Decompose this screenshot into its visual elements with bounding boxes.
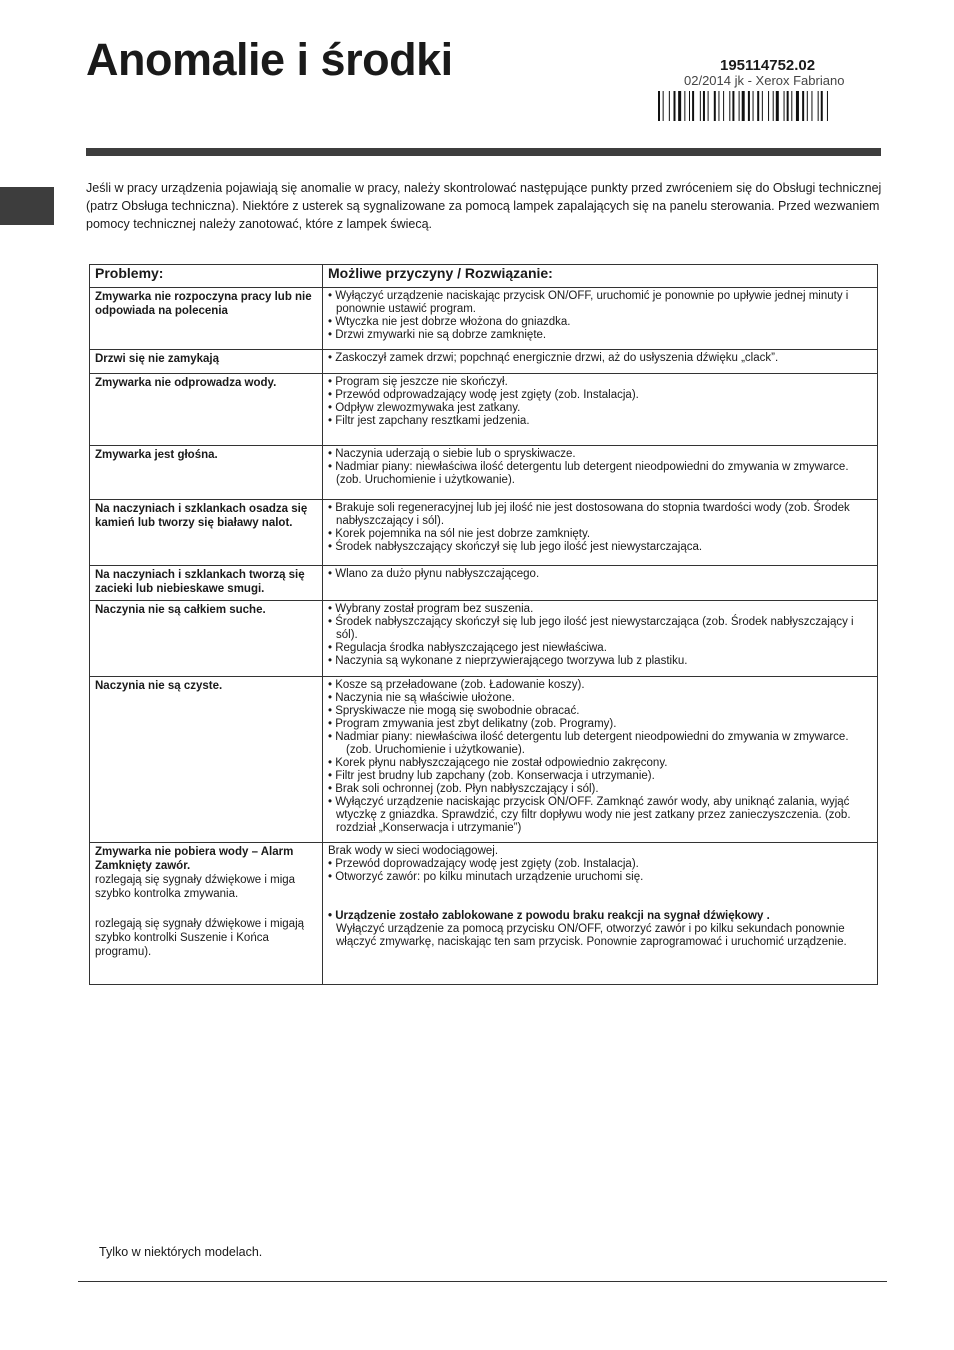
solution-item: • Nadmiar piany: niewłaściwa ilość detergentu lub detergent nieodpowiedni do zmywania w zmywarce. (zob. Uruchomienie i użytkowanie).	[328, 461, 849, 486]
table-header-row	[90, 265, 878, 288]
solution-item: • Drzwi zmywarki nie są dobrze zamknięte.	[328, 329, 547, 341]
solution-item: • Przewód odprowadzający wodę jest zgięty (zob. Instalacja).	[328, 389, 639, 401]
solution-item: • Wyłączyć urządzenie naciskając przycisk ON/OFF. Zamknąć zawór wody, aby uniknąć zalania, wyjąć wtyczkę z gniazdka. Sprawdzić, czy filtr dopływu wody nie jest zatkany przez zanieczyszczenia. (zob. rozdział „Konserwacja i utrzymanie”)	[328, 796, 851, 834]
print-date: 02/2014 jk - Xerox Fabriano	[684, 73, 845, 88]
header-problems: Problemy:	[90, 265, 323, 288]
solution-cell	[323, 843, 878, 985]
solution-cell	[323, 601, 878, 677]
problem-cell: Drzwi się nie zamykają	[90, 350, 323, 374]
solution-item: Wyłączyć urządzenie za pomocą przycisku ON/OFF, otworzyć zawór i po kilku sekundach ponownie włączyć zmywarkę, naciskając ten sam przycisk. Ponownie zaprogramować i uruchomić urządzenie.	[336, 923, 847, 948]
solution-item: • Naczynia są wykonane z nieprzywierającego tworzywa lub z plastiku.	[328, 655, 688, 667]
solution-item: • Przewód doprowadzający wodę jest zgięty (zob. Instalacja).	[328, 858, 639, 870]
problem-detail: rozlegają się sygnały dźwiękowe i migają szybko kontrolki Suszenie i Końca programu).	[95, 918, 305, 958]
solution-item: Brak wody w sieci wodociągowej.	[328, 845, 499, 857]
table-row	[90, 374, 878, 446]
solution-cell	[323, 288, 878, 350]
solution-cell	[323, 446, 878, 500]
solution-item: • Brakuje soli regeneracyjnej lub jej ilość nie jest dostosowana do stopnia twardości wody (zob. Środek nabłyszczający i sól).	[328, 502, 850, 527]
table-row	[90, 843, 878, 985]
solution-item: • Naczynia uderzają o siebie lub o spryskiwacze.	[328, 448, 576, 460]
solution-item: • Filtr jest zapchany resztkami jedzenia.	[328, 415, 530, 427]
header-solutions: Możliwe przyczyny / Rozwiązanie:	[323, 265, 878, 288]
table-row	[90, 566, 878, 601]
problem-cell: Na naczyniach i szklankach tworzą się zacieki lub niebieskawe smugi.	[90, 566, 323, 601]
problem-cell: Zmywarka nie odprowadza wody.	[90, 374, 323, 446]
solution-item: • Brak soli ochronnej (zob. Płyn nabłyszczający i sól).	[328, 783, 599, 795]
table-row	[90, 677, 878, 843]
document-code: 195114752.02	[720, 57, 816, 74]
problem-cell: Naczynia nie są całkiem suche.	[90, 601, 323, 677]
solution-item: • Środek nabłyszczający skończył się lub jego ilość jest niewystarczająca (zob. Środek nabłyszczający i sól).	[328, 616, 854, 641]
table-row	[90, 601, 878, 677]
footnote: Tylko w niektórych modelach.	[99, 1245, 263, 1259]
solution-item: • Otworzyć zawór: po kilku minutach urządzenie uruchomi się.	[328, 871, 644, 883]
language-tab	[0, 187, 54, 225]
solution-cell	[323, 677, 878, 843]
solution-item: • Zaskoczył zamek drzwi; popchnąć energicznie drzwi, aż do usłyszenia dźwięku „clack”.	[328, 352, 779, 364]
spacer	[328, 884, 872, 910]
solution-cell	[323, 374, 878, 446]
page-title: Anomalie i środki	[86, 34, 453, 85]
solution-cell	[323, 350, 878, 374]
solution-item: • Wyłączyć urządzenie naciskając przycisk ON/OFF, uruchomić je ponownie po upływie jednej minuty i ponownie ustawić program.	[328, 290, 849, 315]
intro-paragraph: Jeśli w pracy urządzenia pojawiają się anomalie w pracy, należy skontrolować następujące punkty przed zwróceniem się do Obsługi technicznej (patrz Obsługa techniczna). Niektóre z usterek są sygnalizowane za pomocą lampek zapalających się na panelu sterowania. Przed wezwaniem pomocy technicznej należy zanotować, które z lampek świecą.	[86, 181, 882, 231]
solution-item: • Wybrany został program bez suszenia.	[328, 603, 534, 615]
solution-item: • Regulacja środka nabłyszczającego jest niewłaściwa.	[328, 642, 607, 654]
solution-cell	[323, 566, 878, 601]
table-row	[90, 500, 878, 566]
solution-item: • Filtr jest brudny lub zapchany (zob. Konserwacja i utrzymanie).	[328, 770, 655, 782]
problem-cell: Na naczyniach i szklankach osadza się kamień lub tworzy się białawy nalot.	[90, 500, 323, 566]
table-row	[90, 446, 878, 500]
solution-item: • Korek płynu nabłyszczającego nie został odpowiednio zakręcony.	[328, 757, 668, 769]
footer-rule	[78, 1281, 887, 1282]
solution-item: • Program się jeszcze nie skończył.	[328, 376, 508, 388]
solution-item: • Kosze są przeładowane (zob. Ładowanie koszy).	[328, 679, 585, 691]
solution-item: • Wtyczka nie jest dobrze włożona do gniazdka.	[328, 316, 571, 328]
problem-cell: Zmywarka jest głośna.	[90, 446, 323, 500]
problem-cell	[90, 843, 323, 985]
barcode-graphic	[658, 91, 880, 121]
problem-title: Zmywarka nie pobiera wody – Alarm Zamknięty zawór.	[95, 846, 294, 872]
solution-item: • Naczynia nie są właściwie ułożone.	[328, 692, 515, 704]
solution-item: • Wlano za dużo płynu nabłyszczającego.	[328, 568, 540, 580]
solution-item: • Spryskiwacze nie mogą się swobodnie obracać.	[328, 705, 580, 717]
header-rule	[86, 148, 881, 156]
problem-detail: rozlegają się sygnały dźwiękowe i miga szybko kontrolka zmywania.	[95, 874, 296, 900]
spacer	[95, 901, 317, 917]
troubleshooting-table	[89, 264, 878, 985]
problem-cell: Zmywarka nie rozpoczyna pracy lub nie odpowiada na polecenia	[90, 288, 323, 350]
problem-cell: Naczynia nie są czyste.	[90, 677, 323, 843]
table-row	[90, 288, 878, 350]
solution-cell	[323, 500, 878, 566]
solution-item: • Środek nabłyszczający skończył się lub jego ilość jest niewystarczająca.	[328, 541, 703, 553]
table-row	[90, 350, 878, 374]
solution-item: • Nadmiar piany: niewłaściwa ilość detergentu lub detergent nieodpowiedni do zmywania w zmywarce. (zob. Uruchomienie i użytkowanie).	[328, 731, 849, 756]
solution-item: • Program zmywania jest zbyt delikatny (zob. Programy).	[328, 718, 617, 730]
solution-item: • Urządzenie zostało zablokowane z powodu braku reakcji na sygnał dźwiękowy .	[328, 910, 770, 922]
solution-item: • Odpływ zlewozmywaka jest zatkany.	[328, 402, 521, 414]
solution-item: • Korek pojemnika na sól nie jest dobrze zamknięty.	[328, 528, 591, 540]
